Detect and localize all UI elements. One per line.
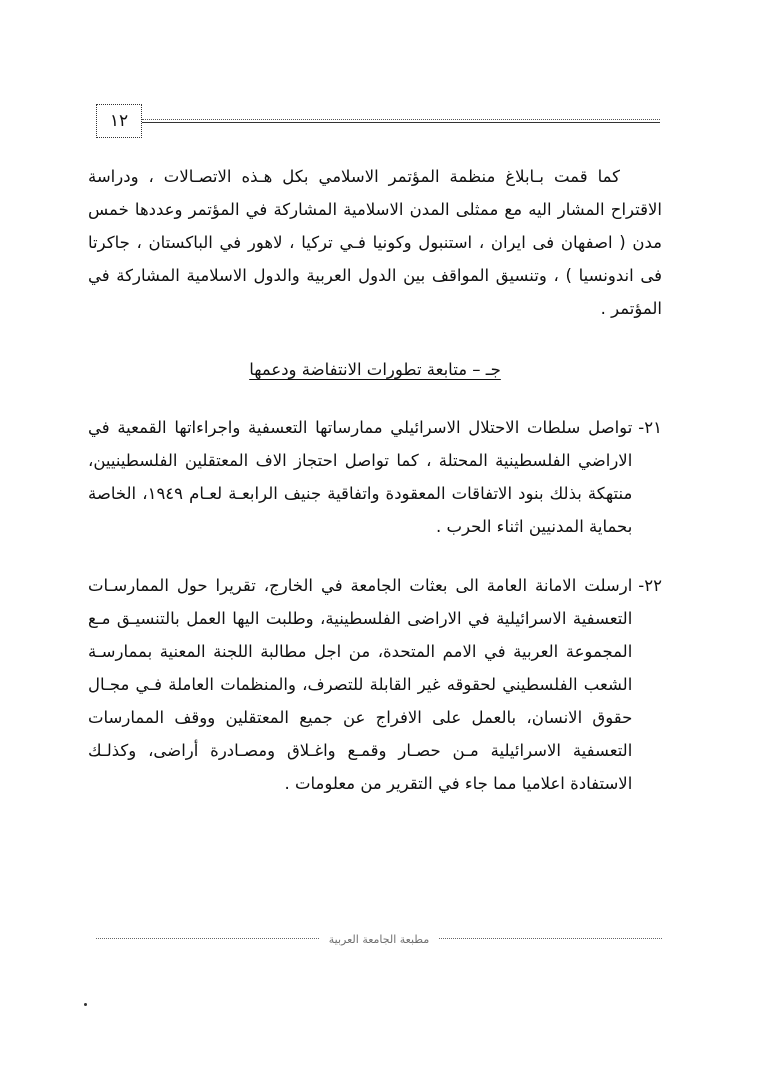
numbered-item bbox=[88, 411, 662, 543]
footer-divider-right bbox=[439, 938, 662, 940]
section-heading: جـ – متابعة تطورات الانتفاضة ودعمها bbox=[249, 360, 501, 379]
page-number: ١٢ bbox=[96, 104, 142, 138]
header-divider bbox=[142, 119, 660, 123]
item-marker: ٢١- bbox=[638, 418, 662, 437]
item-text: تواصل سلطات الاحتلال الاسرائيلي ممارساتها التعسفية واجراءاتها القمعية في الاراضي الفلسطينية المحتلة ، كما تواصل احتجاز الاف المعتقلين الفلسطينيين، منتهكة بذلك بنود الاتفاقات المعقودة واتفاقية جنيف الرابعـة لعـام ١٩٤٩، الخاصة بحماية المدنيين اثناء الحرب . bbox=[88, 418, 633, 536]
page-header bbox=[96, 104, 662, 138]
numbered-item bbox=[88, 569, 662, 800]
page-body bbox=[88, 160, 662, 800]
item-text: ارسلت الامانة العامة الى بعثات الجامعة في الخارج، تقريرا حول الممارسـات التعسفية الاسرائيلية في الاراضى الفلسطينية، وطلبت اليها العمل بالتنسيـق مـع المجموعة العربية في الامم المتحدة، من اجل مطالبة اللجنة المعنية بممارسـة الشعب الفلسطيني لحقوقه غير القابلة للتصرف، والمنظمات العاملة فـي مجـال حقوق الانسان، بالعمل على الافراج عن جميع المعتقلين ووقف الممارسات التعسفية الاسرائيلية مـن حصـار وقمـع واغـلاق ومصـادرة أراضى، وكذلـك الاستفادة اعلاميا مما جاء في التقرير من معلومات . bbox=[88, 576, 633, 793]
page-footer bbox=[96, 928, 662, 950]
item-marker: ٢٢- bbox=[638, 576, 662, 595]
footer-divider-left bbox=[96, 938, 319, 940]
paragraph-intro: كما قمت بـابلاغ منظمة المؤتمر الاسلامي بكل هـذه الاتصـالات ، ودراسة الاقتراح المشار اليه مع ممثلى المدن الاسلامية المشاركة في المؤتمر وعددها خمس مدن ( اصفهان فى ايران ، استنبول وكونيا فـي تركيا ، لاهور في الباكستان ، جاكرتا فى اندونسيا ) ، وتنسيق المواقف بين الدول العربية والدول الاسلامية المشاركة في المؤتمر . bbox=[88, 167, 662, 318]
footer-ornament: مطبعة الجامعة العربية bbox=[328, 932, 430, 946]
corner-mark bbox=[84, 1003, 87, 1006]
